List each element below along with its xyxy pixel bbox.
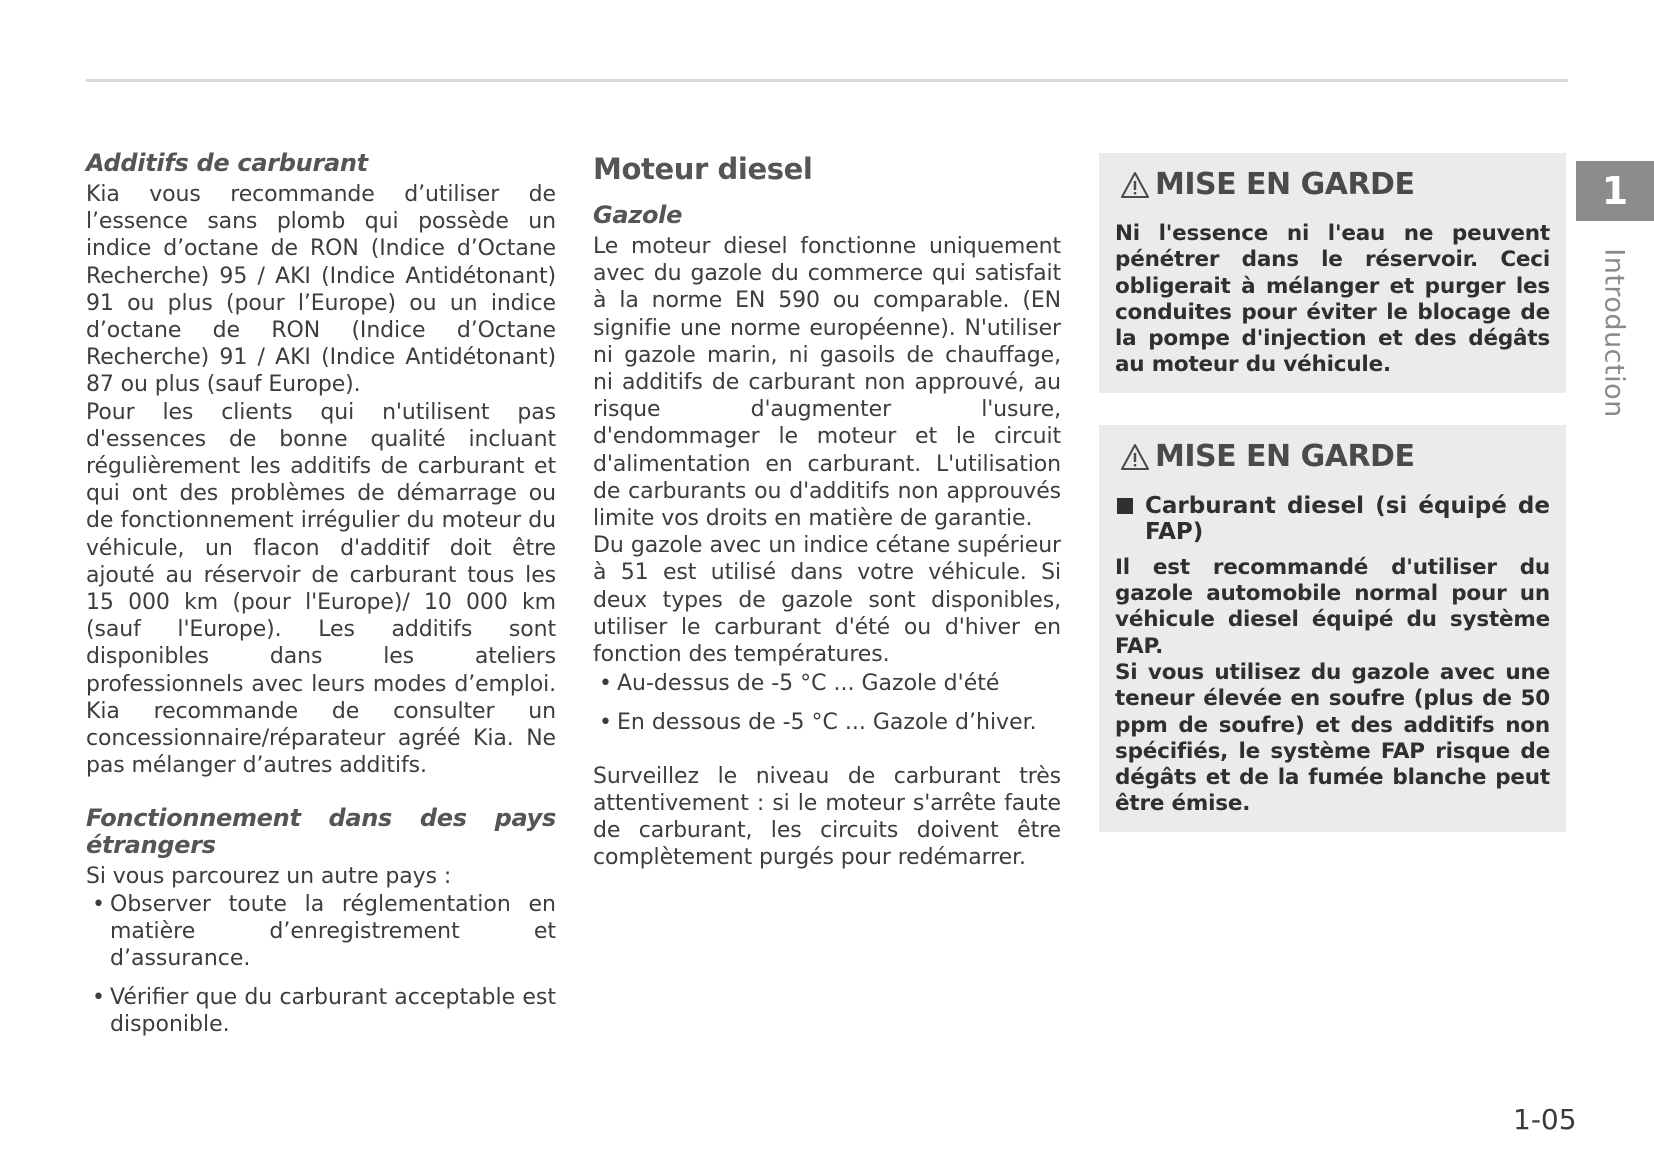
additifs-paragraph-2: Pour les clients qui n'utilisent pas d'essences de bonne qualité incluant régulièrement les additifs de carburant et qui ont des problèmes de démarrage ou de fonctionnement irrégulier du moteur du véhicule, un flacon d'additif doit être ajouté au réservoir de carburant tous les 15 000 km (pour l'Europe)/ 10 000 km (sauf l'Europe). Les additifs sont disponibles dans les ateliers professionnels avec leurs modes d’emploi. Kia recommande de consulter un concessionnaire/réparateur agréé Kia. Ne pas mélanger d’autres additifs. xyxy=(86,399,556,779)
warning-subtitle xyxy=(1115,493,1550,545)
warning-title-text: MISE EN GARDE xyxy=(1155,167,1415,202)
list-item: • En dessous de -5 °C ... Gazole d’hiver. xyxy=(593,709,1061,736)
list-item: • Au-dessus de -5 °C ... Gazole d'été xyxy=(593,670,1061,697)
warning-title-1 xyxy=(1121,167,1550,203)
section-title: Moteur diesel xyxy=(593,152,813,186)
page-number: 1-05 xyxy=(1513,1103,1577,1136)
middle-column xyxy=(593,152,1061,871)
chapter-label: Introduction xyxy=(1598,248,1630,418)
temperature-list xyxy=(593,670,1061,736)
additifs-paragraph-1: Kia vous recommande d’utiliser de l’essence sans plomb qui possède un indice d’octane de RON (Indice d’Octane Recherche) 95 / AKI (Indice Antidétonant) 91 ou plus (pour l’Europe) ou un indice d’octane de RON (Indice d’Octane Recherche) 91 / AKI (Indice Antidétonant) 87 ou plus (sauf Europe). xyxy=(86,182,556,398)
warning-triangle-icon xyxy=(1121,443,1149,471)
left-column xyxy=(86,150,556,1051)
gazole-paragraph-1: Le moteur diesel fonctionne uniquement avec du gazole du commerce qui satisfait à la norme EN 590 ou comparable. (EN signifie une norme européenne). N'utiliser ni gazole marin, ni gasoils de chauffage, ni additifs de carburant non approuvé, au risque d'augmenter l'usure, d'endommager le moteur et le circuit d'alimentation en carburant. L'utilisation de carburants ou d'additifs non approuvés limite vos droits en matière de garantie. xyxy=(593,234,1061,532)
header-rule xyxy=(86,79,1568,82)
foreign-list xyxy=(86,891,556,1039)
warning-title-text: MISE EN GARDE xyxy=(1155,438,1415,474)
warning-text-2b: Si vous utilisez du gazole avec une teneur élevée en soufre (plus de 50 ppm de soufre) et des additifs non spécifiés, le système FAP risque de dégâts et de la fumée blanche peut être émise. xyxy=(1115,659,1550,817)
chapter-tab: 1 xyxy=(1576,161,1654,221)
warning-box-2 xyxy=(1099,425,1566,832)
warning-triangle-icon xyxy=(1121,171,1149,199)
gazole-heading: Gazole xyxy=(593,201,683,229)
warning-text-1: Ni l'essence ni l'eau ne peuvent pénétrer dans le réservoir. Ceci obligerait à mélanger et purger les conduites pour éviter le blocage de la pompe d'injection et des dégâts au moteur du véhicule. xyxy=(1115,221,1550,378)
foreign-heading: Fonctionnement dans des pays étrangers xyxy=(86,804,556,860)
warning-text-2a: Il est recommandé d'utiliser du gazole automobile normal pour un véhicule diesel équipé du système FAP. xyxy=(1115,554,1550,659)
square-bullet-icon xyxy=(1117,498,1133,514)
additifs-heading: Additifs de carburant xyxy=(86,149,368,177)
right-column xyxy=(1099,153,1566,832)
warning-box-1 xyxy=(1099,153,1566,393)
list-item: • Vérifier que du carburant acceptable est disponible. xyxy=(86,984,556,1038)
warning-title-2 xyxy=(1121,439,1550,475)
gazole-paragraph-2: Du gazole avec un indice cétane supérieur à 51 est utilisé dans votre véhicule. Si deux types de gazole sont disponibles, utiliser le carburant d'été ou d'hiver en fonction des températures. xyxy=(593,533,1061,668)
warning-subtitle-text: Carburant diesel (si équipé de FAP) xyxy=(1145,492,1550,545)
foreign-intro: Si vous parcourez un autre pays : xyxy=(86,864,452,890)
list-item: • Observer toute la réglementation en matière d’enregistrement et d’assurance. xyxy=(86,891,556,973)
surveillez-paragraph: Surveillez le niveau de carburant très attentivement : si le moteur s'arrête faute de carburant, les circuits doivent être complètement purgés pour redémarrer. xyxy=(593,763,1061,871)
